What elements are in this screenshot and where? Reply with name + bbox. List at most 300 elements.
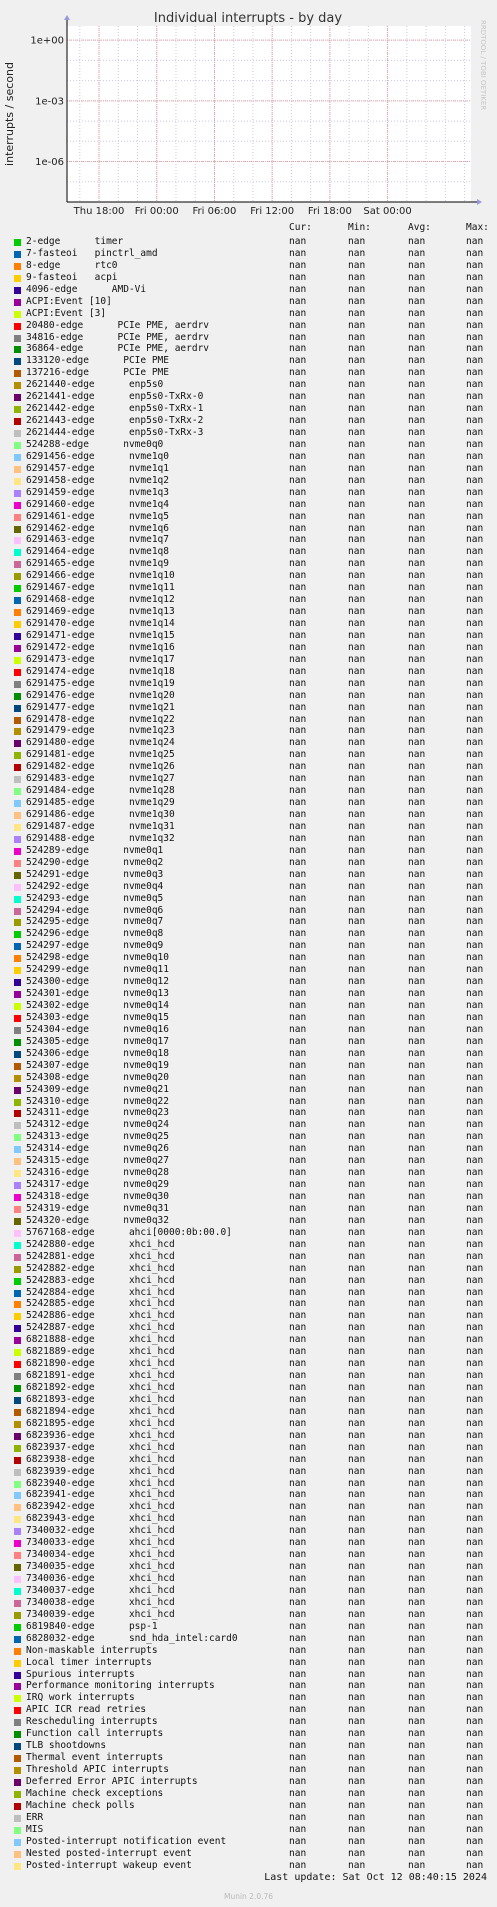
legend-value: nan bbox=[408, 1525, 426, 1537]
legend-swatch bbox=[14, 812, 21, 819]
legend-value: nan bbox=[289, 928, 307, 940]
legend-value: nan bbox=[289, 1811, 307, 1823]
legend-value: nan bbox=[466, 1573, 484, 1584]
legend-row bbox=[0, 260, 497, 272]
legend-swatch bbox=[14, 836, 21, 843]
legend-row bbox=[0, 737, 497, 749]
legend-row bbox=[0, 367, 497, 379]
legend-swatch bbox=[14, 358, 21, 365]
legend-value: nan bbox=[348, 1752, 366, 1764]
legend-value: nan bbox=[348, 1298, 366, 1310]
legend-value: nan bbox=[348, 1644, 366, 1656]
legend-value: nan bbox=[348, 1334, 366, 1346]
x-tick-label: Fri 12:00 bbox=[250, 206, 295, 217]
legend-swatch bbox=[14, 526, 21, 533]
legend-swatch bbox=[14, 346, 21, 353]
legend-value: nan bbox=[408, 474, 426, 486]
legend-value: nan bbox=[289, 1238, 307, 1250]
legend-value: nan bbox=[348, 1083, 366, 1095]
x-tick-label: Fri 06:00 bbox=[192, 206, 237, 217]
legend-value: nan bbox=[408, 379, 426, 391]
legend-label: 6828032-edge snd_hda_intel:card0 bbox=[26, 1632, 238, 1644]
legend-swatch bbox=[14, 896, 21, 903]
legend-value: nan bbox=[348, 427, 366, 438]
legend-value: nan bbox=[466, 1000, 484, 1011]
legend-value: nan bbox=[348, 546, 366, 558]
legend-value: nan bbox=[289, 976, 307, 988]
legend-value: nan bbox=[348, 498, 366, 510]
legend-value: nan bbox=[466, 976, 484, 988]
legend-value: nan bbox=[466, 534, 484, 546]
legend-value: nan bbox=[289, 665, 307, 677]
legend-value: nan bbox=[348, 1596, 366, 1608]
legend-row bbox=[0, 284, 497, 296]
legend-value: nan bbox=[466, 1202, 484, 1214]
legend-label: 6823942-edge xhci_hcd bbox=[26, 1501, 175, 1513]
legend-value: nan bbox=[348, 1716, 366, 1728]
legend-swatch bbox=[14, 621, 21, 628]
legend-value: nan bbox=[466, 677, 484, 689]
legend-swatch bbox=[14, 1540, 21, 1547]
legend-value: nan bbox=[408, 940, 426, 952]
legend-value: nan bbox=[348, 307, 366, 319]
legend-value: nan bbox=[289, 904, 307, 916]
legend-value: nan bbox=[348, 1191, 366, 1202]
legend-value: nan bbox=[289, 892, 307, 904]
legend-value: nan bbox=[466, 785, 484, 797]
legend-value: nan bbox=[408, 1023, 426, 1035]
legend-row bbox=[0, 1597, 497, 1609]
legend-label: 6291483-edge nvme1q27 bbox=[26, 773, 175, 785]
legend-value: nan bbox=[466, 1011, 484, 1023]
legend-value: nan bbox=[348, 379, 366, 391]
legend-value: nan bbox=[348, 618, 366, 629]
legend-row bbox=[0, 678, 497, 690]
legend-value: nan bbox=[348, 1286, 366, 1298]
legend-value: nan bbox=[466, 904, 484, 916]
legend-value: nan bbox=[408, 367, 426, 379]
legend-row bbox=[0, 666, 497, 678]
legend-value: nan bbox=[289, 510, 307, 522]
legend-value: nan bbox=[289, 749, 307, 761]
legend-value: nan bbox=[408, 259, 426, 271]
legend-value: nan bbox=[289, 606, 307, 618]
legend-value: nan bbox=[348, 749, 366, 761]
legend-label: 524289-edge nvme0q1 bbox=[26, 844, 164, 856]
legend-swatch bbox=[14, 263, 21, 270]
legend-swatch bbox=[14, 1719, 21, 1726]
legend-value: nan bbox=[348, 904, 366, 916]
legend-value: nan bbox=[466, 1310, 484, 1322]
legend-swatch bbox=[14, 824, 21, 831]
legend-row bbox=[0, 1275, 497, 1287]
legend-value: nan bbox=[348, 355, 366, 367]
legend-value: nan bbox=[289, 1465, 307, 1477]
legend-value: nan bbox=[289, 474, 307, 486]
legend-value: nan bbox=[408, 236, 426, 247]
legend-swatch bbox=[14, 442, 21, 449]
legend-swatch bbox=[14, 478, 21, 485]
legend-value: nan bbox=[466, 1453, 484, 1465]
legend-value: nan bbox=[408, 1191, 426, 1202]
legend-value: nan bbox=[466, 1632, 484, 1644]
legend-value: nan bbox=[466, 546, 484, 558]
legend-label: 524309-edge nvme0q21 bbox=[26, 1083, 169, 1095]
legend-swatch bbox=[14, 1672, 21, 1679]
legend-row bbox=[0, 379, 497, 391]
legend-label: 6291469-edge nvme1q13 bbox=[26, 606, 175, 618]
legend-value: nan bbox=[289, 1584, 307, 1596]
legend-value: nan bbox=[289, 379, 307, 391]
legend-value: nan bbox=[408, 1107, 426, 1119]
legend-value: nan bbox=[348, 1704, 366, 1716]
legend-value: nan bbox=[408, 582, 426, 594]
legend-row bbox=[0, 475, 497, 487]
legend-value: nan bbox=[408, 546, 426, 558]
legend-value: nan bbox=[348, 247, 366, 259]
legend-label: 6821891-edge xhci_hcd bbox=[26, 1370, 175, 1382]
legend-row bbox=[0, 1167, 497, 1179]
legend-swatch bbox=[14, 1373, 21, 1380]
legend-row bbox=[0, 1251, 497, 1263]
legend-value: nan bbox=[348, 474, 366, 486]
legend-row bbox=[0, 940, 497, 952]
legend-value: nan bbox=[408, 558, 426, 570]
legend-value: nan bbox=[466, 1740, 484, 1752]
legend-label: Spurious interrupts bbox=[26, 1668, 135, 1680]
legend-value: nan bbox=[408, 1298, 426, 1310]
legend-value: nan bbox=[408, 1799, 426, 1811]
legend-value: nan bbox=[348, 988, 366, 1000]
legend-value: nan bbox=[408, 856, 426, 868]
legend-label: 524299-edge nvme0q11 bbox=[26, 964, 169, 976]
legend-value: nan bbox=[348, 940, 366, 952]
legend-label: Nested posted-interrupt event bbox=[26, 1847, 192, 1859]
legend-value: nan bbox=[466, 1214, 484, 1226]
legend-value: nan bbox=[408, 1489, 426, 1501]
legend-value: nan bbox=[348, 259, 366, 271]
legend-label: Performance monitoring interrupts bbox=[26, 1680, 215, 1692]
legend-value: nan bbox=[408, 1226, 426, 1238]
legend-value: nan bbox=[466, 450, 484, 462]
legend-value: nan bbox=[289, 725, 307, 737]
legend-label: 5242883-edge xhci_hcd bbox=[26, 1274, 175, 1286]
legend-value: nan bbox=[408, 1764, 426, 1775]
legend-value: nan bbox=[408, 618, 426, 629]
legend-swatch bbox=[14, 1612, 21, 1619]
legend-value: nan bbox=[408, 832, 426, 844]
legend-row bbox=[0, 499, 497, 511]
legend-label: 6291471-edge nvme1q15 bbox=[26, 629, 175, 641]
legend-value: nan bbox=[348, 1047, 366, 1059]
legend-swatch bbox=[14, 1516, 21, 1523]
legend-label: 524295-edge nvme0q7 bbox=[26, 916, 164, 928]
legend-value: nan bbox=[466, 880, 484, 892]
legend-value: nan bbox=[289, 713, 307, 725]
legend-value: nan bbox=[289, 1847, 307, 1859]
legend-value: nan bbox=[466, 940, 484, 952]
legend-value: nan bbox=[289, 1441, 307, 1453]
legend-value: nan bbox=[289, 236, 307, 247]
legend-swatch bbox=[14, 323, 21, 330]
legend-value: nan bbox=[466, 415, 484, 427]
legend-value: nan bbox=[408, 1680, 426, 1692]
legend-value: nan bbox=[466, 1596, 484, 1608]
legend-swatch bbox=[14, 1158, 21, 1165]
legend-swatch bbox=[14, 1063, 21, 1070]
legend-value: nan bbox=[408, 1847, 426, 1859]
legend-value: nan bbox=[408, 665, 426, 677]
x-axis-arrow bbox=[477, 199, 482, 205]
legend-row bbox=[0, 570, 497, 582]
legend-value: nan bbox=[289, 1095, 307, 1107]
legend-value: nan bbox=[408, 1620, 426, 1632]
legend-value: nan bbox=[348, 1155, 366, 1167]
legend-value: nan bbox=[466, 1584, 484, 1596]
legend-row bbox=[0, 905, 497, 917]
legend-row bbox=[0, 296, 497, 308]
legend-label: 7340039-edge xhci_hcd bbox=[26, 1608, 175, 1620]
legend-value: nan bbox=[348, 486, 366, 498]
legend-label: 6291484-edge nvme1q28 bbox=[26, 785, 175, 797]
legend-value: nan bbox=[348, 1202, 366, 1214]
legend-row bbox=[0, 1119, 497, 1131]
legend-value: nan bbox=[348, 928, 366, 940]
legend-value: nan bbox=[289, 1740, 307, 1752]
legend-value: nan bbox=[466, 1417, 484, 1429]
legend-value: nan bbox=[348, 415, 366, 427]
legend-value: nan bbox=[348, 725, 366, 737]
legend-value: nan bbox=[466, 749, 484, 761]
legend-value: nan bbox=[466, 379, 484, 391]
legend-value: nan bbox=[408, 1095, 426, 1107]
legend-value: nan bbox=[348, 1561, 366, 1573]
legend-value: nan bbox=[348, 271, 366, 283]
legend-value: nan bbox=[289, 1764, 307, 1775]
legend-value: nan bbox=[289, 1393, 307, 1405]
legend-value: nan bbox=[289, 761, 307, 773]
legend-swatch bbox=[14, 502, 21, 509]
legend-value: nan bbox=[348, 1322, 366, 1334]
legend-row bbox=[0, 1024, 497, 1036]
legend-swatch bbox=[14, 454, 21, 461]
legend-value: nan bbox=[408, 594, 426, 606]
legend-value: nan bbox=[408, 1405, 426, 1417]
legend-value: nan bbox=[466, 558, 484, 570]
legend-value: nan bbox=[466, 1465, 484, 1477]
legend-value: nan bbox=[466, 1704, 484, 1716]
legend-value: nan bbox=[466, 832, 484, 844]
legend-label: 6291476-edge nvme1q20 bbox=[26, 689, 175, 701]
legend-value: nan bbox=[408, 1083, 426, 1095]
legend-value: nan bbox=[408, 773, 426, 785]
legend-row bbox=[0, 1310, 497, 1322]
legend-row bbox=[0, 248, 497, 260]
legend-label: 2-edge timer bbox=[26, 236, 124, 247]
legend-value: nan bbox=[348, 606, 366, 618]
legend-label: 5242884-edge xhci_hcd bbox=[26, 1286, 175, 1298]
legend-value: nan bbox=[289, 1310, 307, 1322]
legend-swatch bbox=[14, 728, 21, 735]
legend-value: nan bbox=[348, 1489, 366, 1501]
legend-swatch bbox=[14, 1003, 21, 1010]
legend-value: nan bbox=[466, 1143, 484, 1155]
legend-value: nan bbox=[466, 797, 484, 809]
legend-value: nan bbox=[289, 1000, 307, 1011]
legend-value: nan bbox=[408, 1608, 426, 1620]
legend-value: nan bbox=[289, 307, 307, 319]
legend-label: APIC ICR read retries bbox=[26, 1704, 147, 1716]
legend-value: nan bbox=[348, 1059, 366, 1071]
legend-swatch bbox=[14, 1075, 21, 1082]
legend-value: nan bbox=[348, 1787, 366, 1799]
legend-row bbox=[0, 1060, 497, 1072]
legend-label: ACPI:Event [10] bbox=[26, 295, 112, 307]
legend-value: nan bbox=[348, 1214, 366, 1226]
legend-value: nan bbox=[408, 725, 426, 737]
legend-row bbox=[0, 511, 497, 523]
legend-value: nan bbox=[408, 1286, 426, 1298]
legend-value: nan bbox=[466, 1322, 484, 1334]
legend-swatch bbox=[14, 1325, 21, 1332]
legend-label: 6291465-edge nvme1q9 bbox=[26, 558, 169, 570]
legend-value: nan bbox=[466, 1608, 484, 1620]
legend-label: 34816-edge PCIe PME, aerdrv bbox=[26, 331, 210, 343]
legend-value: nan bbox=[348, 1453, 366, 1465]
legend-row bbox=[0, 1513, 497, 1525]
legend-value: nan bbox=[289, 534, 307, 546]
legend-row bbox=[0, 558, 497, 570]
legend-row bbox=[0, 1466, 497, 1478]
legend-row bbox=[0, 1298, 497, 1310]
legend-value: nan bbox=[348, 797, 366, 809]
legend-value: nan bbox=[466, 1370, 484, 1382]
legend-value: nan bbox=[408, 892, 426, 904]
legend-value: nan bbox=[289, 1035, 307, 1047]
legend-value: nan bbox=[408, 1549, 426, 1561]
legend-label: 6291485-edge nvme1q29 bbox=[26, 797, 175, 809]
legend-value: nan bbox=[466, 1071, 484, 1083]
legend-swatch bbox=[14, 466, 21, 473]
legend-value: nan bbox=[408, 1477, 426, 1489]
legend-value: nan bbox=[289, 403, 307, 415]
legend-value: nan bbox=[348, 1035, 366, 1047]
legend-value: nan bbox=[466, 701, 484, 713]
legend-value: nan bbox=[289, 1608, 307, 1620]
legend-value: nan bbox=[289, 785, 307, 797]
legend-swatch bbox=[14, 1290, 21, 1297]
legend-swatch bbox=[14, 275, 21, 282]
legend-value: nan bbox=[466, 964, 484, 976]
legend-value: nan bbox=[408, 916, 426, 928]
legend-row bbox=[0, 690, 497, 702]
legend-label: 6821895-edge xhci_hcd bbox=[26, 1417, 175, 1429]
legend-swatch bbox=[14, 1815, 21, 1822]
legend-value: nan bbox=[289, 940, 307, 952]
legend-label: 524305-edge nvme0q17 bbox=[26, 1035, 169, 1047]
legend-row bbox=[0, 415, 497, 427]
legend-value: nan bbox=[348, 582, 366, 594]
legend-value: nan bbox=[348, 1859, 366, 1871]
legend-value: nan bbox=[408, 844, 426, 856]
y-tick-label: 1e-03 bbox=[35, 96, 64, 108]
legend-swatch bbox=[14, 800, 21, 807]
legend-value: nan bbox=[348, 1656, 366, 1668]
legend-label: Posted-interrupt wakeup event bbox=[26, 1859, 192, 1871]
legend-value: nan bbox=[348, 1835, 366, 1847]
legend-value: nan bbox=[466, 343, 484, 355]
legend-value: nan bbox=[348, 868, 366, 880]
legend-label: 524294-edge nvme0q6 bbox=[26, 904, 164, 916]
legend-value: nan bbox=[289, 594, 307, 606]
legend-value: nan bbox=[348, 1095, 366, 1107]
legend-label: 524311-edge nvme0q23 bbox=[26, 1107, 169, 1119]
legend-value: nan bbox=[289, 1704, 307, 1716]
legend-swatch bbox=[14, 1803, 21, 1810]
legend-row bbox=[0, 606, 497, 618]
plot-area bbox=[67, 26, 471, 202]
legend-value: nan bbox=[348, 1370, 366, 1382]
legend-value: nan bbox=[466, 1644, 484, 1656]
legend-label: 6291479-edge nvme1q23 bbox=[26, 725, 175, 737]
legend-swatch bbox=[14, 597, 21, 604]
legend-value: nan bbox=[466, 1764, 484, 1775]
legend-label: 6821890-edge xhci_hcd bbox=[26, 1358, 175, 1370]
legend-value: nan bbox=[289, 1250, 307, 1262]
legend-row bbox=[0, 1406, 497, 1418]
legend-row bbox=[0, 821, 497, 833]
legend-value: nan bbox=[289, 820, 307, 832]
legend-swatch bbox=[14, 1146, 21, 1153]
legend-swatch bbox=[14, 1851, 21, 1858]
legend-swatch bbox=[14, 1254, 21, 1261]
legend-value: nan bbox=[289, 1620, 307, 1632]
legend-value: nan bbox=[289, 331, 307, 343]
legend-swatch bbox=[14, 1278, 21, 1285]
legend-label: 5242886-edge xhci_hcd bbox=[26, 1310, 175, 1322]
legend-row bbox=[0, 1764, 497, 1776]
legend-swatch bbox=[14, 287, 21, 294]
legend-value: nan bbox=[466, 1119, 484, 1131]
legend-row bbox=[0, 928, 497, 940]
legend-value: nan bbox=[466, 1382, 484, 1393]
legend-label: 524318-edge nvme0q30 bbox=[26, 1191, 169, 1202]
legend-value: nan bbox=[466, 844, 484, 856]
legend-swatch bbox=[14, 1313, 21, 1320]
legend-value: nan bbox=[348, 1238, 366, 1250]
legend-value: nan bbox=[289, 629, 307, 641]
legend-swatch bbox=[14, 1791, 21, 1798]
legend-value: nan bbox=[408, 1501, 426, 1513]
x-tick-label: Sat 00:00 bbox=[363, 206, 412, 217]
legend-value: nan bbox=[408, 1775, 426, 1787]
legend-row bbox=[0, 1442, 497, 1454]
legend-value: nan bbox=[289, 522, 307, 534]
legend-value: nan bbox=[408, 1465, 426, 1477]
legend-value: nan bbox=[408, 1668, 426, 1680]
legend-label: 524307-edge nvme0q19 bbox=[26, 1059, 169, 1071]
legend-value: nan bbox=[408, 450, 426, 462]
legend-value: nan bbox=[466, 1859, 484, 1871]
legend-value: nan bbox=[408, 1704, 426, 1716]
legend-value: nan bbox=[466, 319, 484, 331]
legend-label: 6823943-edge xhci_hcd bbox=[26, 1513, 175, 1525]
legend-label: 5242887-edge xhci_hcd bbox=[26, 1322, 175, 1334]
legend-value: nan bbox=[289, 1632, 307, 1644]
legend-value: nan bbox=[408, 761, 426, 773]
legend-value: nan bbox=[289, 1477, 307, 1489]
legend-swatch bbox=[14, 1385, 21, 1392]
